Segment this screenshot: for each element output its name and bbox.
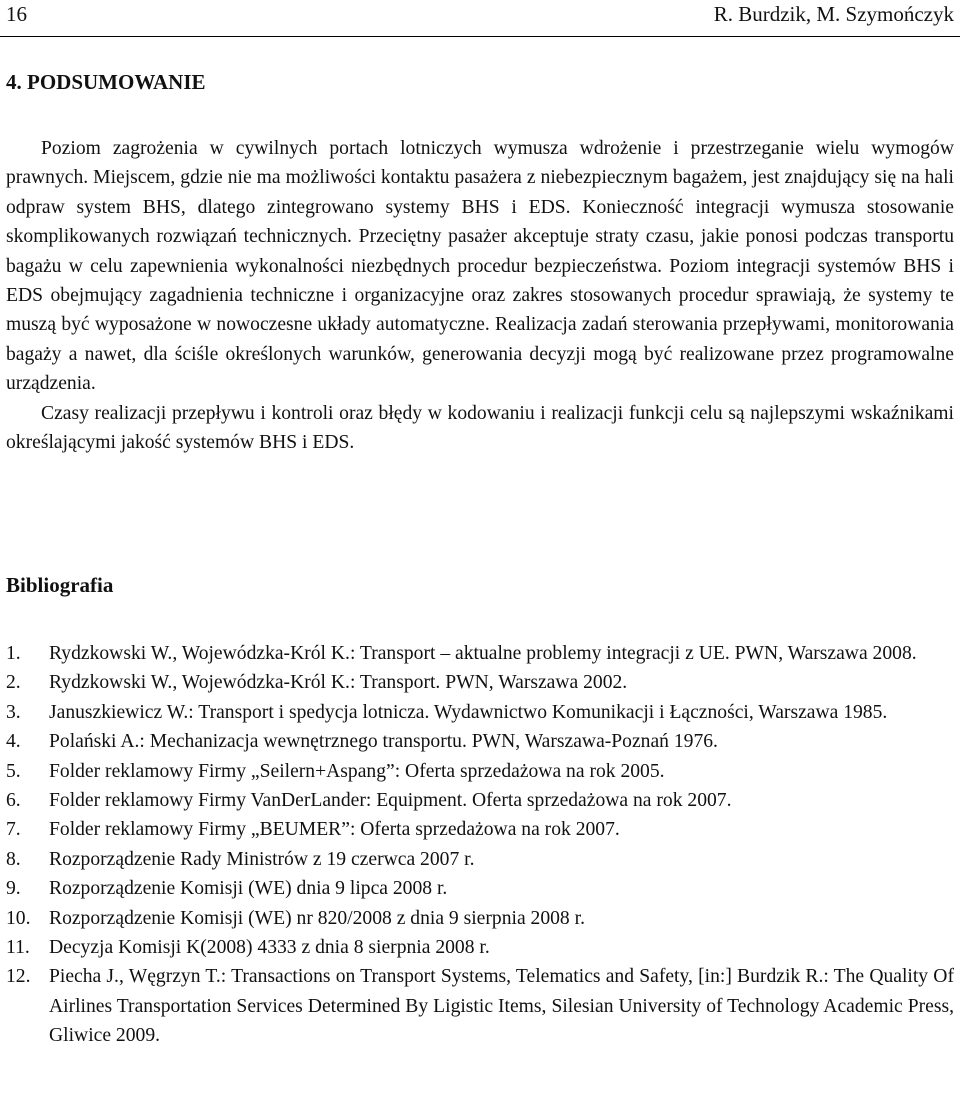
bibliography-item [6, 727, 954, 756]
bibliography-item-text: Piecha J., Węgrzyn T.: Transactions on Transport Systems, Telematics and Safety, [in:] Burdzik R.: The Quality Of Airlines Transportation Services Determined By Ligistic Items, Silesian University of Technology Academic Press, Gliwice 2009. [49, 966, 954, 1047]
page-number: 16 [6, 2, 27, 26]
bibliography-item [6, 904, 954, 933]
bibliography-item-text: Decyzja Komisji K(2008) 4333 z dnia 8 sierpnia 2008 r. [49, 937, 490, 959]
bibliography-item-number: 1. [6, 643, 21, 664]
bibliography-item-text: Folder reklamowy Firmy „Seilern+Aspang”: Oferta sprzedażowa na rok 2005. [49, 760, 665, 782]
bibliography-item-text: Januszkiewicz W.: Transport i spedycja lotnicza. Wydawnictwo Komunikacji i Łączności, Warszawa 1985. [49, 701, 888, 723]
bibliography-title: Bibliografia [6, 573, 114, 597]
bibliography-item-number: 8. [6, 848, 21, 870]
bibliography-item-number: 3. [6, 701, 21, 723]
bibliography-item-text: Rozporządzenie Rady Ministrów z 19 czerwca 2007 r. [49, 848, 475, 870]
bibliography-item-text: Polański A.: Mechanizacja wewnętrznego transportu. PWN, Warszawa-Poznań 1976. [49, 731, 718, 753]
bibliography-item-text: Folder reklamowy Firmy „BEUMER”: Oferta sprzedażowa na rok 2007. [49, 819, 620, 841]
bibliography-item-number: 10. [6, 907, 31, 929]
bibliography-item-number: 11. [6, 937, 30, 959]
bibliography-item [6, 962, 954, 1050]
bibliography-item-text: Rydzkowski W., Wojewódzka-Król K.: Transport – aktualne problemy integracji z UE. PWN, Warszawa 2008. [49, 643, 917, 664]
bibliography-item [6, 815, 954, 844]
page-header [0, 0, 960, 34]
header-rule [0, 36, 960, 37]
bibliography-item [6, 874, 954, 903]
bibliography-item [6, 668, 954, 697]
bibliography-item-number: 4. [6, 731, 21, 753]
bibliography-list [6, 639, 954, 1051]
bibliography-item-number: 5. [6, 760, 21, 782]
section-title: 4. PODSUMOWANIE [6, 70, 206, 94]
bibliography-item [6, 698, 954, 727]
bibliography-item-number: 2. [6, 672, 21, 694]
bibliography-item [6, 845, 954, 874]
bibliography-item-text: Rozporządzenie Komisji (WE) nr 820/2008 z dnia 9 sierpnia 2008 r. [49, 907, 585, 929]
paragraph: Czasy realizacji przepływu i kontroli oraz błędy w kodowaniu i realizacji funkcji celu są najlepszymi wskaźnikami określającymi jakość systemów BHS i EDS. [6, 402, 954, 454]
bibliography-item [6, 786, 954, 815]
bibliography-item-number: 9. [6, 878, 21, 900]
bibliography-item [6, 933, 954, 962]
running-head-authors: R. Burdzik, M. Szymończyk [713, 2, 954, 26]
bibliography-item [6, 639, 954, 668]
bibliography-item-text: Rydzkowski W., Wojewódzka-Król K.: Transport. PWN, Warszawa 2002. [49, 672, 628, 694]
section-body [6, 134, 954, 457]
bibliography-item-text: Rozporządzenie Komisji (WE) dnia 9 lipca 2008 r. [49, 878, 448, 900]
bibliography-item-text: Folder reklamowy Firmy VanDerLander: Equipment. Oferta sprzedażowa na rok 2007. [49, 790, 732, 812]
bibliography-item-number: 6. [6, 790, 21, 812]
bibliography-item [6, 757, 954, 786]
bibliography-item-number: 12. [6, 966, 31, 988]
bibliography-item-number: 7. [6, 819, 21, 841]
paragraph: Poziom zagrożenia w cywilnych portach lotniczych wymusza wdrożenie i przestrzeganie wielu wymogów prawnych. Miejscem, gdzie nie ma możliwości kontaktu pasażera z niebezpiecznym bagażem, jest znajdujący się na hali odpraw system BHS, dlatego zintegrowano systemy BHS i EDS. Konieczność integracji wymusza stosowanie skomplikowanych rozwiązań technicznych. Przeciętny pasażer akceptuje straty czasu, jakie ponosi podczas transportu bagażu w celu zapewnienia wykonalności niezbędnych procedur bezpieczeństwa. Poziom integracji systemów BHS i EDS obejmujący zagadnienia techniczne i organizacyjne oraz zakres stosowanych procedur sprawiają, że systemy te muszą być wyposażone w nowoczesne układy automatyczne. Realizacja zadań sterowania przepływami, monitorowania bagaży a nawet, dla ściśle określonych warunków, generowania decyzji mogą być realizowane przez programowalne urządzenia. [6, 138, 954, 395]
